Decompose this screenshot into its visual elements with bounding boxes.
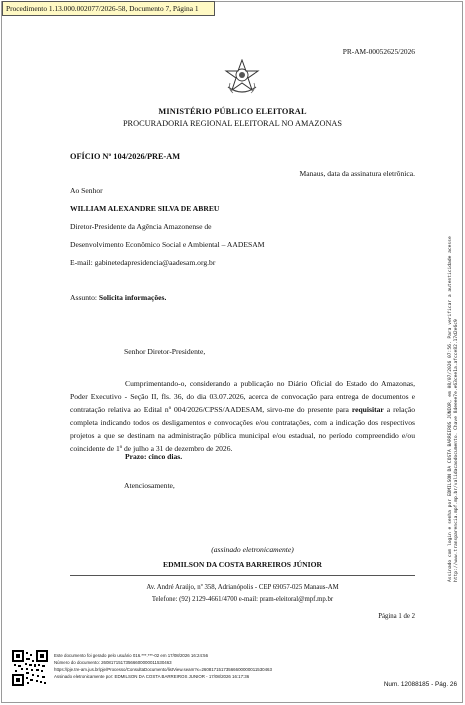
subject-value: Solicita informações. — [98, 293, 167, 302]
num-pag: Num. 12088185 - Pág. 26 — [383, 681, 457, 688]
oficio-number: OFÍCIO Nº 104/2026/PRE-AM — [70, 152, 181, 161]
signer-name: EDMILSON DA COSTA BARREIROS JÚNIOR — [163, 560, 322, 569]
meta-line-4: Assinado eletronicamente por: EDMILSON DA COSTA BARREIROS JUNIOR - 17/08/2026 16:17:36 — [54, 674, 250, 679]
meta-line-2: Número do documento: 26081715173566600000011530463 — [54, 660, 172, 665]
body-text-2: a relação completa indicando todos os desligamentos e convocações e/ou contratações, com a indicação dos respectivos projetos a que se destinam na administração pública municipal e/ou estadual, no período compreendido e/ou coincidente de 1º de julho a 31 de dezembro de 2026. — [70, 405, 415, 453]
footer-contact: Telefone: (92) 2129-4661/4700 e-mail: pram-eleitoral@mpf.mp.br — [151, 596, 334, 603]
recipient-email: E-mail: gabinetedapresidencia@aadesam.org.br — [70, 258, 216, 267]
procuradoria-title: PROCURADORIA REGIONAL ELEITORAL NO AMAZONAS — [122, 119, 343, 128]
ministry-title: MINISTÉRIO PÚBLICO ELEITORAL — [158, 107, 307, 116]
footer-divider — [70, 575, 415, 576]
recipient-role-2: Desenvolvimento Econômico Social e Ambiental – AADESAM — [70, 240, 265, 249]
sidebar-line-1: Assinado com login e senha por EDMILSON DA COSTA BARREIROS JÚNIOR, em 08/07/2026 07:56. Para verificar a autenticidade acesse — [448, 236, 453, 582]
deadline: Prazo: cinco dias. — [125, 452, 183, 461]
body-text-1: Cumprimentando-o, considerando a publicação no Diário Oficial do Estado do Amazonas, Poder Executivo - Seção II, fls. 36, do dia 03.07.2026, acerca de convocação para entrega de documentos e contratação relativa ao Edital nº 004/2026/CPSS/AADESAM, sirvo-me do presente para — [70, 379, 415, 414]
recipient-name: WILLIAM ALEXANDRE SILVA DE ABREU — [70, 204, 220, 213]
qr-code-icon — [12, 650, 48, 686]
subject-label: Assunto: — [70, 293, 99, 302]
subject-line — [70, 293, 166, 302]
salutation: Senhor Diretor-Presidente, — [124, 347, 206, 356]
signed-note: (assinado eletronicamente) — [211, 545, 294, 554]
page-number: Página 1 de 2 — [378, 613, 415, 620]
letter-body — [70, 377, 415, 455]
place-date: Manaus, data da assinatura eletrônica. — [299, 169, 415, 178]
pr-code: PR-AM-00052625/2026 — [342, 47, 415, 56]
signature-sidebar — [440, 142, 464, 582]
recipient-role-1: Diretor-Presidente da Agência Amazonense de — [70, 222, 212, 231]
recipient-intro: Ao Senhor — [70, 186, 103, 195]
coat-of-arms-icon — [224, 59, 260, 97]
closing: Atenciosamente, — [124, 481, 175, 490]
meta-line-3[interactable]: https://pje.tre-am.jus.br/pje/Processo/ConsultaDocumento/listView.seam?x=26081715173566600000011530463 — [54, 667, 272, 672]
meta-line-1: Este documento foi gerado pelo usuário 016.***.***-02 em 17/08/2026 16:24:56 — [54, 653, 209, 658]
body-text-bold: requisitar — [351, 405, 384, 414]
procedimento-stamp: Procedimento 1.13.000.002077/2026-58, Documento 7, Página 1 — [2, 1, 215, 16]
sidebar-line-2: http://www.transparencia.mpf.mp.br/validacaodocumento. Chave 84eeee7e.e63cee1a.afcce82.17d2e6c9 — [454, 319, 459, 582]
document-metadata — [54, 652, 272, 680]
footer-address: Av. André Araújo, nº 358, Adrianópolis - CEP 69057-025 Manaus-AM — [146, 584, 339, 591]
